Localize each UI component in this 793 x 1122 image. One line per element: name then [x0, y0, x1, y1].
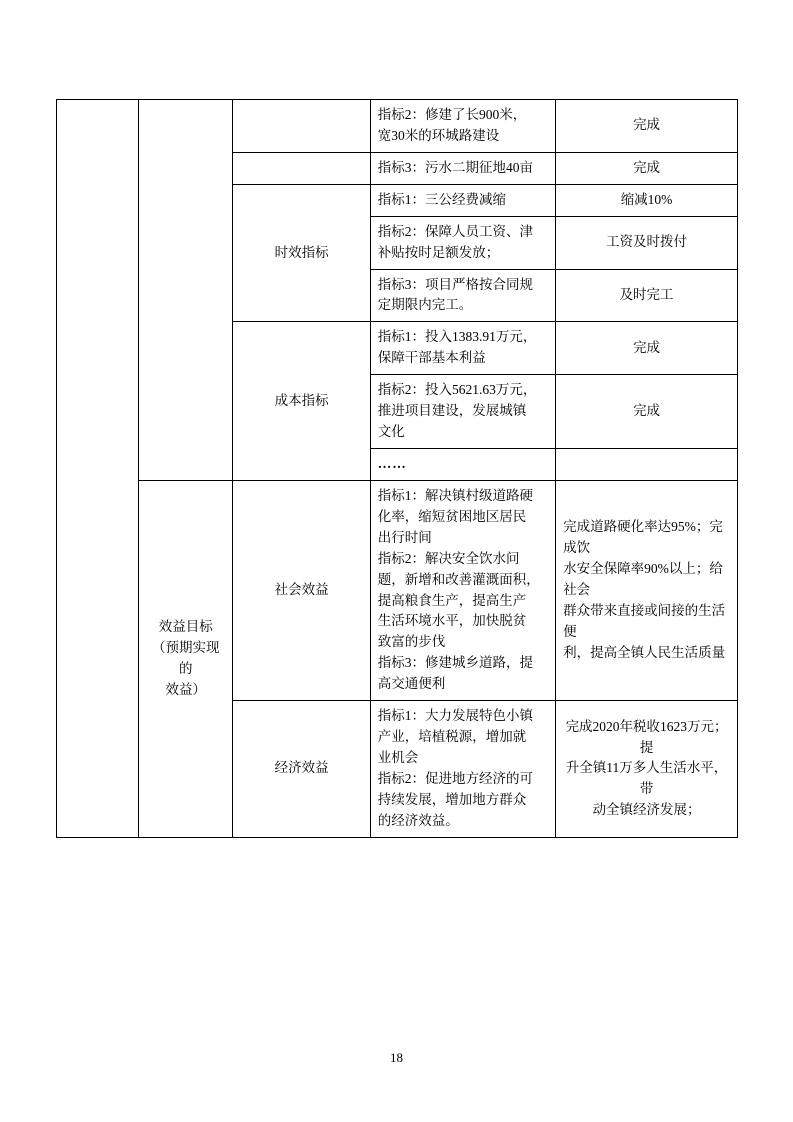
indicator-line: 保障干部基本利益	[377, 350, 486, 366]
indicator-line: 提高粮食生产，提高生产	[377, 592, 527, 608]
cell-result: 工资及时拨付	[556, 216, 738, 269]
indicator-line: 指标1：投入1383.91万元，	[377, 329, 537, 345]
cell-indicator-text	[370, 480, 555, 700]
cell-result: 完成	[556, 152, 738, 184]
indicator-line: ……	[377, 455, 407, 471]
indicator-line: 持续发展，增加地方群众	[377, 791, 527, 807]
cell-indicator-text-ellipsis	[370, 448, 555, 480]
cell-indicator-group: 成本指标	[233, 322, 370, 481]
performance-indicator-table	[56, 99, 738, 838]
indicator-line: 产业，培植税源，增加就	[377, 729, 527, 745]
cell-indicator-text	[370, 701, 555, 838]
cell-indicator-text	[370, 100, 555, 153]
indicator-line: 补贴按时足额发放；	[377, 244, 500, 260]
cell-indicator-text	[370, 184, 555, 216]
indicator-line: 指标2：解决安全饮水问	[377, 550, 520, 566]
cell-column-a-empty	[57, 100, 139, 838]
cell-result	[556, 448, 738, 480]
result-line: 水安全保障率90%以上；给社会	[563, 561, 723, 598]
result-line: 群众带来直接或间接的生活便	[563, 602, 726, 639]
cell-indicator-text	[370, 269, 555, 322]
indicator-line: 题，新增和改善灌溉面积，	[377, 571, 540, 587]
indicator-line: 致富的步伐	[377, 634, 446, 650]
category-line: （预期实现的	[151, 639, 220, 676]
indicator-line: 指标3：污水二期征地40亩	[377, 159, 533, 175]
indicator-line: 出行时间	[377, 529, 432, 545]
cell-indicator-group: 时效指标	[233, 184, 370, 322]
indicator-line: 生活环境水平，加快脱贫	[377, 613, 527, 629]
indicator-line: 指标3：修建城乡道路，提	[377, 655, 533, 671]
indicator-line: 的经济效益。	[377, 812, 459, 828]
category-line: 效益）	[165, 681, 206, 697]
indicator-line: 定期限内完工。	[377, 297, 473, 313]
cell-indicator-group: 社会效益	[233, 480, 370, 700]
cell-result: 完成	[556, 322, 738, 375]
result-line: 完成道路硬化率达95%；完成饮	[563, 519, 723, 556]
cell-result: 完成	[556, 100, 738, 153]
indicator-line: 指标3：项目严格按合同规	[377, 276, 533, 292]
cell-indicator-text	[370, 322, 555, 375]
indicator-line: 宽30米的环城路建设	[377, 127, 500, 143]
indicator-line: 指标1：解决镇村级道路硬	[377, 487, 533, 503]
indicator-line: 推进项目建设，发展城镇	[377, 403, 527, 419]
table-row	[57, 100, 738, 153]
category-line: 效益目标	[158, 618, 213, 634]
table-container	[56, 99, 738, 838]
cell-column-b-empty	[139, 100, 233, 481]
cell-result: 完成	[556, 375, 738, 449]
cell-indicator-text	[370, 375, 555, 449]
page-number: 18	[390, 1050, 403, 1065]
cell-category-benefit-goal	[139, 480, 233, 837]
cell-indicator-group-empty	[233, 100, 370, 153]
cell-indicator-group: 经济效益	[233, 701, 370, 838]
table-row	[57, 480, 738, 700]
cell-indicator-text	[370, 152, 555, 184]
result-line: 利，提高全镇人民生活质量	[563, 644, 726, 660]
result-line: 升全镇11万多人生活水平，带	[565, 760, 728, 797]
indicator-line: 指标1：三公经费减缩	[377, 191, 506, 207]
indicator-line: 指标2：投入5621.63万元，	[377, 382, 537, 398]
cell-indicator-group-empty	[233, 152, 370, 184]
result-line: 动全镇经济发展；	[592, 802, 701, 818]
cell-result	[556, 701, 738, 838]
indicator-line: 文化	[377, 424, 405, 440]
cell-result: 及时完工	[556, 269, 738, 322]
indicator-line: 指标2：修建了长900米，	[377, 107, 527, 122]
cell-result	[556, 480, 738, 700]
cell-result: 缩减10%	[556, 184, 738, 216]
indicator-line: 高交通便利	[377, 676, 446, 692]
result-line: 完成2020年税收1623万元；提	[565, 718, 728, 755]
indicator-line: 指标2：保障人员工资、津	[377, 223, 533, 239]
indicator-line: 指标2：促进地方经济的可	[377, 770, 533, 786]
indicator-line: 指标1：大力发展特色小镇	[377, 708, 533, 724]
indicator-line: 业机会	[377, 749, 419, 765]
cell-indicator-text	[370, 216, 555, 269]
indicator-line: 化率，缩短贫困地区居民	[377, 508, 527, 524]
